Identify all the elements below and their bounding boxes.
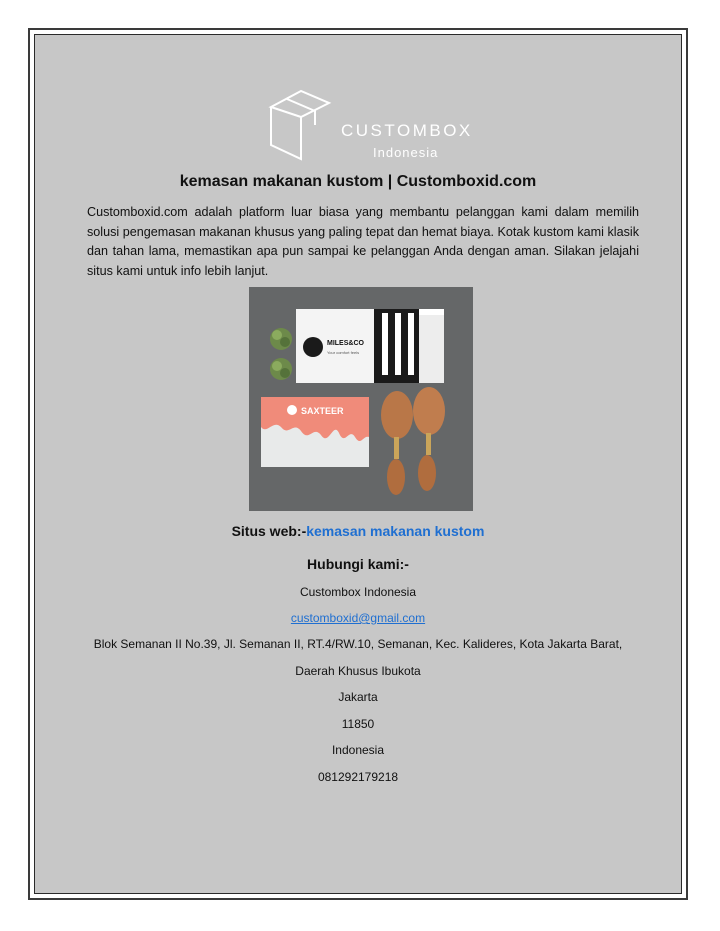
contact-city: Jakarta	[338, 690, 378, 704]
contact-company: Custombox Indonesia	[299, 585, 417, 599]
website-label: Situs web:-	[231, 523, 307, 539]
product-photo	[249, 287, 473, 511]
page-title: kemasan makanan kustom | Customboxid.com	[179, 173, 537, 190]
box1-brand-text: MILES&CO	[327, 340, 364, 347]
contact-phone: 081292179218	[317, 770, 399, 784]
box1-tagline-text: Your comfort feels	[327, 350, 360, 355]
box-logo-icon	[267, 85, 333, 165]
intro-paragraph: Customboxid.com adalah platform luar biasa yang membantu pelanggan kami dalam memilih solusi pengemasan makanan khusus yang paling tepat dan hemat biaya. Kotak kustom kami klasik dan tahan lama, memastikan apa pun sampai ke pelanggan Anda dengan aman. Silakan jelajahi situs kami untuk info lebih lanjut.	[87, 205, 639, 278]
contact-heading: Hubungi kami:-	[307, 556, 409, 572]
document-page	[34, 34, 682, 894]
box2-brand-text: SAXTEER	[301, 406, 344, 416]
contact-address-line2: Daerah Khusus Ibukota	[295, 664, 421, 678]
product-photo-illustration	[249, 287, 473, 511]
contact-postal: 11850	[341, 717, 375, 731]
document-page-border	[28, 28, 688, 900]
website-line	[35, 523, 681, 539]
logo-brand-text: CUSTOMBOX	[341, 121, 473, 140]
contact-email-link[interactable]: customboxid@gmail.com	[290, 611, 426, 625]
shoe-tree-right	[413, 387, 445, 491]
contact-email-line	[35, 611, 681, 625]
shoe-tree-left	[381, 391, 413, 495]
website-link[interactable]: kemasan makanan kustom	[306, 523, 485, 539]
contact-country: Indonesia	[331, 743, 385, 757]
logo-sub-text: Indonesia	[373, 145, 439, 160]
contact-address-line1: Blok Semanan II No.39, Jl. Semanan II, RT.4/RW.10, Semanan, Kec. Kalideres, Kota Jakarta Barat,	[93, 637, 623, 651]
